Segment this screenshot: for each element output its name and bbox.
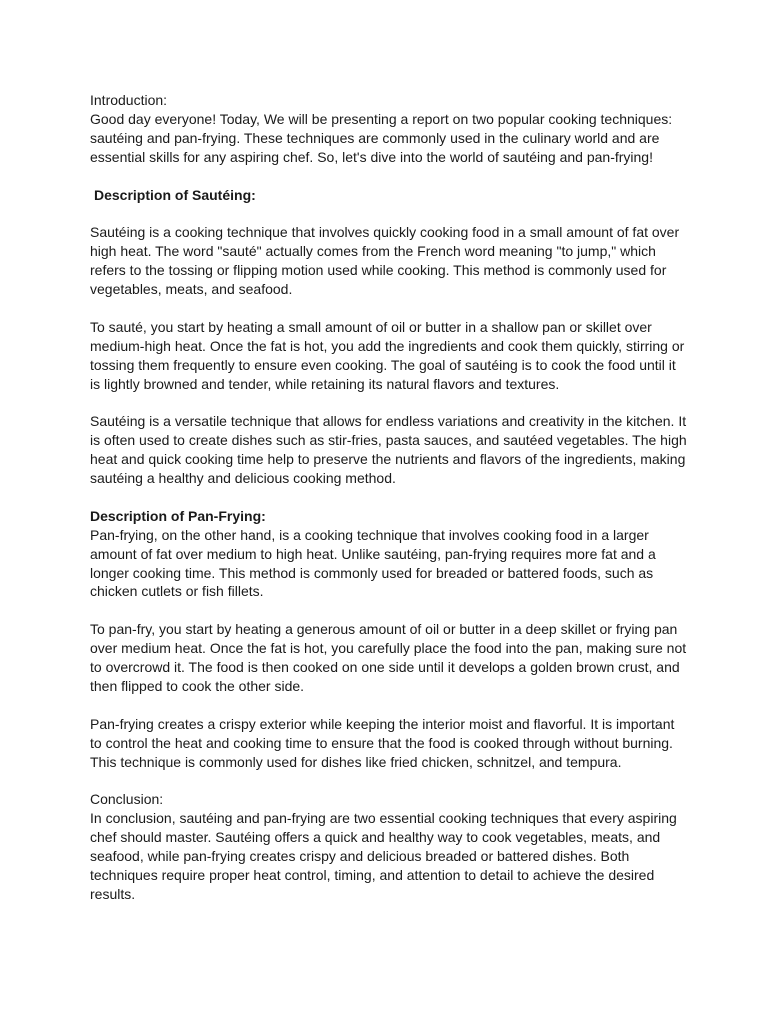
paragraph-text: To sauté, you start by heating a small amount of oil or butter in a shallow pan or skillet over medium-high heat. Once the fat is hot, you add the ingredients and cook them quickly, stirring or tossing them frequently to ensure even cooking. The goal of sautéing is to cook the food until it is lightly browned and tender, while retaining its natural flavors and textures. [90, 318, 685, 392]
sauteing-paragraph-1 [90, 223, 688, 299]
introduction-text: Good day everyone! Today, We will be presenting a report on two popular cooking techniques: sautéing and pan-frying. These techniques are commonly used in the culinary world and are essential skills for any aspiring chef. So, let's dive into the world of sautéing and pan-frying! [90, 110, 673, 165]
conclusion-section [90, 790, 688, 903]
sauteing-paragraph-3 [90, 412, 688, 488]
paragraph-text: Sautéing is a cooking technique that involves quickly cooking food in a small amount of fat over high heat. The word "sauté" actually comes from the French word meaning "to jump," which refers to the tossing or flipping motion used while cooking. This method is commonly used for vegetables, meats, and seafood. [90, 224, 680, 298]
panfrying-heading: Description of Pan-Frying: [90, 507, 266, 524]
panfrying-paragraph-3 [90, 715, 688, 772]
conclusion-label: Conclusion: [90, 791, 164, 808]
panfrying-section [90, 507, 688, 602]
panfrying-paragraph-2 [90, 620, 688, 696]
paragraph-text: Sautéing is a versatile technique that allows for endless variations and creativity in the kitchen. It is often used to create dishes such as stir-fries, pasta sauces, and sautéed vegetables. The high heat and quick cooking time help to preserve the nutrients and flavors of the ingredients, making sautéing a healthy and delicious cooking method. [90, 413, 687, 487]
paragraph-text: Pan-frying creates a crispy exterior while keeping the interior moist and flavorful. It is important to control the heat and cooking time to ensure that the food is cooked through without burning. This technique is commonly used for dishes like fried chicken, schnitzel, and tempura. [90, 715, 675, 770]
sauteing-heading: Description of Sautéing: [94, 186, 256, 203]
paragraph-text: To pan-fry, you start by heating a generous amount of oil or butter in a deep skillet or frying pan over medium heat. Once the fat is hot, you carefully place the food into the pan, making sure not to overcrowd it. The food is then cooked on one side until it develops a golden brown crust, and then flipped to cook the other side. [90, 621, 687, 694]
introduction-label: Introduction: [90, 92, 168, 108]
paragraph-text: Pan-frying, on the other hand, is a cooking technique that involves cooking food in a larger amount of fat over medium to high heat. Unlike sautéing, pan-frying requires more fat and a longer cooking time. This method is commonly used for breaded or battered foods, such as chicken cutlets or fish fillets. [90, 526, 656, 600]
conclusion-text: In conclusion, sautéing and pan-frying are two essential cooking techniques that every aspiring chef should master. Sautéing offers a quick and healthy way to cook vegetables, meats, and seafood, while pan-frying creates crispy and delicious breaded or battered dishes. Both techniques require proper heat control, timing, and attention to detail to achieve the desired results. [90, 810, 677, 902]
introduction-section [90, 91, 688, 167]
sauteing-paragraph-2 [90, 318, 688, 394]
